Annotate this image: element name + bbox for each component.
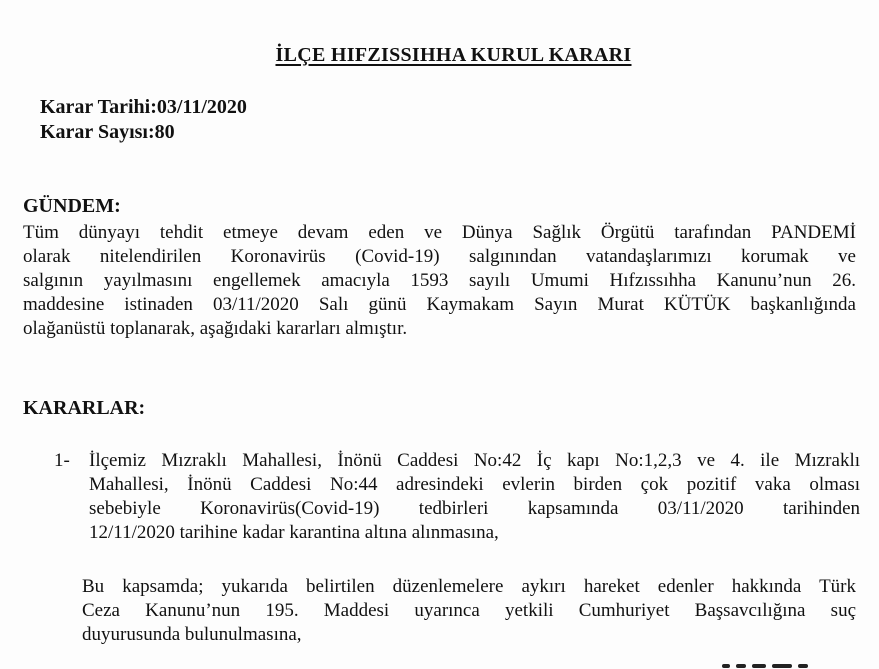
followup-line: Bu kapsamda; yukarıda belirtilen düzenlemelere aykırı hareket edenler hakkında Türk <box>82 576 856 597</box>
cut-off-text-fragment <box>722 655 842 669</box>
decisions-heading: KARARLAR: <box>23 397 146 419</box>
followup-line: Ceza Kanunu’nun 195. Maddesi uyarınca yetkili Cumhuriyet Başsavcılığına suç <box>82 600 856 621</box>
decision-line: sebebiyle Koronavirüs(Covid-19) tedbirleri kapsamında 03/11/2020 tarihinden <box>89 498 860 519</box>
agenda-line: maddesine istinaden 03/11/2020 Salı günü Kaymakam Sayın Murat KÜTÜK başkanlığında <box>23 294 856 315</box>
agenda-heading: GÜNDEM: <box>23 195 121 217</box>
agenda-paragraph <box>23 221 856 341</box>
decision-date: Karar Tarihi:03/11/2020 <box>40 96 247 118</box>
decision-number: Karar Sayısı:80 <box>40 121 175 143</box>
decision-item-number: 1- <box>54 450 70 471</box>
decision-line: 12/11/2020 tarihine kadar karantina altına alınmasına, <box>89 522 499 543</box>
decision-item-body <box>89 449 860 545</box>
agenda-line: olarak nitelendirilen Koronavirüs (Covid-19) salgınından vatandaşlarımızı korumak ve <box>23 246 856 267</box>
agenda-line: olağanüstü toplanarak, aşağıdaki kararları almıştır. <box>23 318 408 339</box>
decision-line: İlçemiz Mızraklı Mahallesi, İnönü Caddesi No:42 İç kapı No:1,2,3 ve 4. ile Mızraklı <box>89 450 860 471</box>
agenda-line: salgının yayılmasını engellemek amacıyla 1593 sayılı Umumi Hıfzıssıhha Kanunu’nun 26. <box>23 270 856 291</box>
agenda-line: Tüm dünyayı tehdit etmeye devam eden ve Dünya Sağlık Örgütü tarafından PANDEMİ <box>23 222 856 243</box>
document-title: İLÇE HIFZISSIHHA KURUL KARARI <box>275 44 632 66</box>
decision-line: Mahallesi, İnönü Caddesi No:44 adresindeki evlerin birden çok pozitif vaka olması <box>89 474 860 495</box>
followup-paragraph <box>82 575 856 647</box>
followup-line: duyurusunda bulunulmasına, <box>82 624 302 645</box>
